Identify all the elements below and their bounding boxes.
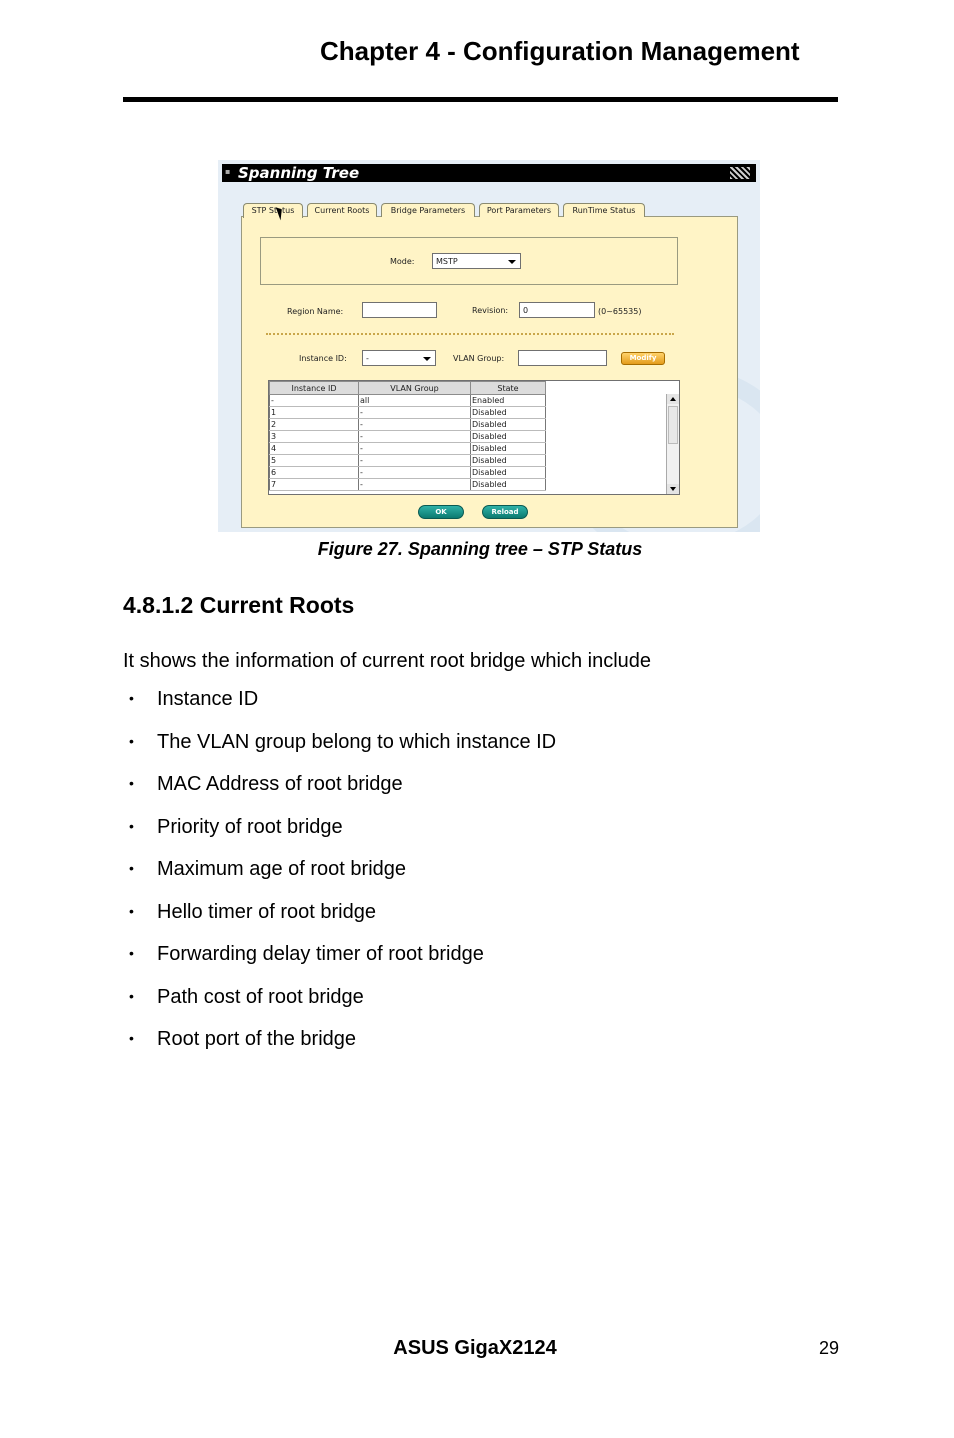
list-item-text: Instance ID: [157, 688, 259, 710]
cell-vlan: -: [359, 443, 471, 455]
list-item-text: Root port of the bridge: [157, 1028, 357, 1050]
dotted-separator: [266, 333, 674, 335]
bullet-icon: •: [129, 690, 134, 706]
bullet-icon: •: [129, 860, 134, 876]
vlan-group-input[interactable]: [518, 350, 607, 366]
list-item-text: MAC Address of root bridge: [157, 773, 403, 795]
bullet-icon: •: [129, 987, 134, 1004]
cell-instance: 7: [270, 479, 359, 491]
col-instance-id[interactable]: Instance ID: [270, 382, 359, 395]
table-row[interactable]: [270, 467, 546, 479]
chapter-title: Chapter 4 - Configuration Management: [320, 36, 800, 66]
table-row[interactable]: [270, 479, 546, 491]
instance-grid: [269, 381, 546, 491]
instance-id-select[interactable]: [362, 350, 436, 366]
bullet-icon: •: [129, 1030, 134, 1046]
scroll-down-icon[interactable]: [667, 484, 679, 494]
footer-product-name: ASUS GigaX2124: [393, 1337, 557, 1359]
table-row[interactable]: [270, 431, 546, 443]
ok-button[interactable]: OK: [418, 505, 464, 519]
window-menu-icon: ▪: [225, 167, 231, 176]
table-row[interactable]: [270, 419, 546, 431]
section-intro: It shows the information of current root bridge which include: [123, 650, 652, 672]
mode-value: MSTP: [436, 257, 458, 266]
cell-vlan: all: [359, 395, 471, 407]
list-item-text: Priority of root bridge: [157, 815, 343, 838]
list-item-text: The VLAN group belong to which instance ID: [157, 730, 557, 753]
cell-instance: 2: [270, 419, 359, 431]
cell-instance: -: [270, 395, 359, 407]
revision-range: (0~65535): [598, 307, 642, 316]
cell-vlan: -: [359, 479, 471, 491]
asus-logo-icon: [730, 167, 750, 179]
spanning-tree-screenshot: [218, 160, 760, 532]
modify-button[interactable]: Modify: [621, 352, 665, 365]
list-item-text: Path cost of root bridge: [157, 985, 364, 1008]
bullet-icon: •: [129, 902, 134, 919]
cell-instance: 6: [270, 467, 359, 479]
page-number: 29: [819, 1338, 840, 1358]
window-title: Spanning Tree: [238, 164, 360, 182]
figure-caption-text: Figure 27. Spanning tree – STP Status: [317, 539, 643, 559]
cell-instance: 4: [270, 443, 359, 455]
cell-vlan: -: [359, 467, 471, 479]
tab-runtime-status[interactable]: RunTime Status: [563, 203, 645, 217]
tab-bridge-parameters[interactable]: Bridge Parameters: [381, 203, 475, 217]
cell-state: Disabled: [471, 467, 546, 479]
footer-product: [0, 1337, 954, 1360]
cell-state: Enabled: [471, 395, 546, 407]
tab-port-parameters[interactable]: Port Parameters: [479, 203, 559, 217]
cell-instance: 5: [270, 455, 359, 467]
mode-select[interactable]: [432, 253, 521, 269]
cell-state: Disabled: [471, 431, 546, 443]
instance-id-label: Instance ID:: [299, 354, 347, 363]
table-row[interactable]: [270, 395, 546, 407]
bullet-icon: •: [129, 817, 134, 834]
header-rule: [123, 97, 838, 102]
table-row[interactable]: [270, 407, 546, 419]
list-item-text: Forwarding delay timer of root bridge: [157, 943, 484, 965]
bullet-icon: •: [129, 945, 134, 961]
table-row[interactable]: [270, 455, 546, 467]
tab-stp-status[interactable]: STP Status: [243, 203, 303, 218]
table-row[interactable]: [270, 443, 546, 455]
col-vlan-group[interactable]: VLAN Group: [359, 382, 471, 395]
scroll-thumb[interactable]: [668, 406, 678, 444]
tab-current-roots[interactable]: Current Roots: [307, 203, 377, 217]
region-name-label: Region Name:: [287, 307, 344, 316]
table-scrollbar[interactable]: [666, 394, 679, 494]
cell-vlan: -: [359, 419, 471, 431]
bullet-icon: •: [129, 732, 134, 749]
list-item-text: Maximum age of root bridge: [157, 858, 407, 880]
vlan-group-label: VLAN Group:: [453, 354, 505, 363]
cell-state: Disabled: [471, 443, 546, 455]
revision-label: Revision:: [472, 306, 509, 315]
revision-input[interactable]: 0: [519, 302, 595, 318]
cell-state: Disabled: [471, 479, 546, 491]
instance-table: [268, 380, 680, 495]
col-state[interactable]: State: [471, 382, 546, 395]
region-name-input[interactable]: [362, 302, 437, 318]
cell-vlan: -: [359, 455, 471, 467]
cell-state: Disabled: [471, 419, 546, 431]
instance-id-value: -: [366, 354, 369, 363]
cell-instance: 1: [270, 407, 359, 419]
cell-vlan: -: [359, 431, 471, 443]
cell-state: Disabled: [471, 407, 546, 419]
figure-caption: [0, 539, 954, 560]
list-item-text: Hello timer of root bridge: [157, 900, 376, 923]
cell-vlan: -: [359, 407, 471, 419]
cell-state: Disabled: [471, 455, 546, 467]
window-titlebar: [222, 164, 756, 182]
mode-label: Mode:: [390, 257, 415, 266]
scroll-up-icon[interactable]: [667, 394, 679, 404]
cell-instance: 3: [270, 431, 359, 443]
section-heading: 4.8.1.2 Current Roots: [123, 592, 355, 618]
reload-button[interactable]: Reload: [482, 505, 528, 519]
bullet-icon: •: [129, 775, 134, 791]
